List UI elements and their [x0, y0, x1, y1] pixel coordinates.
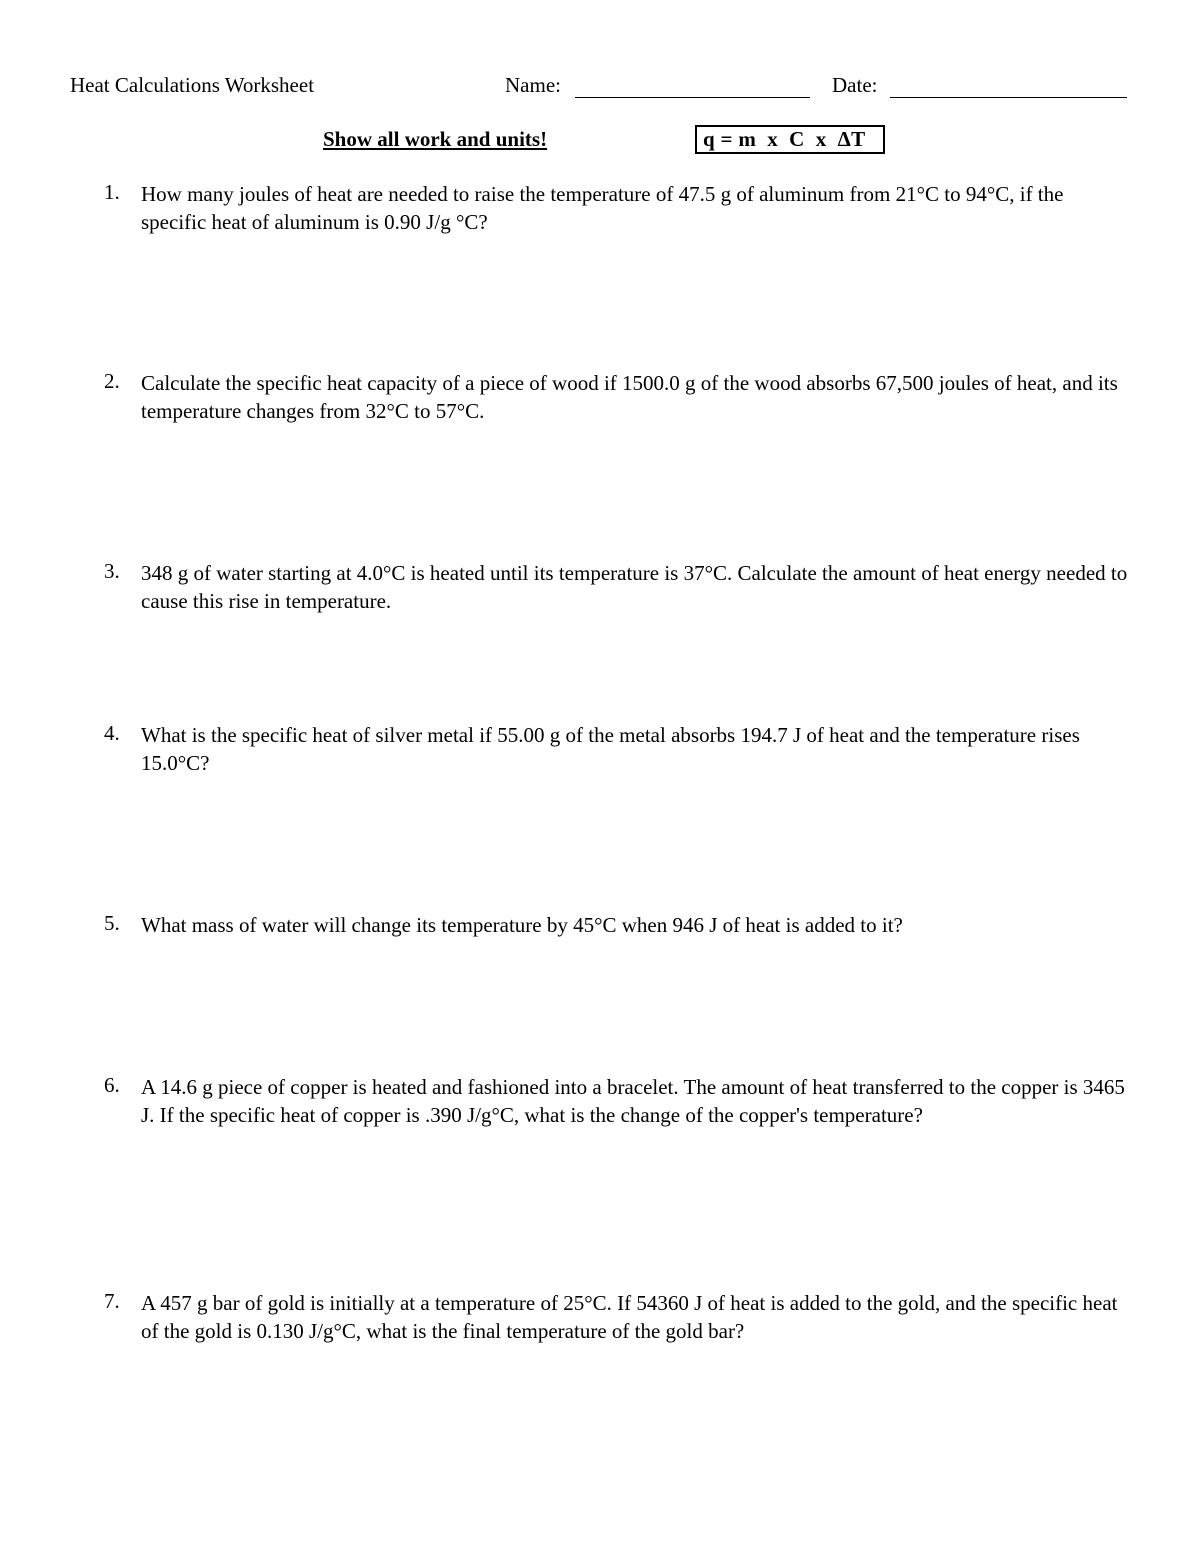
question-text: A 14.6 g piece of copper is heated and fashioned into a bracelet. The amount of heat transferred to the copper is 3465 J. If the specific heat of copper is .390 J/g°C, what is the change of the copper's temperature?: [141, 1075, 1125, 1127]
question-text: Calculate the specific heat capacity of a piece of wood if 1500.0 g of the wood absorbs 67,500 joules of heat, and its temperature changes from 32°C to 57°C.: [141, 371, 1118, 423]
worksheet-title: Heat Calculations Worksheet: [70, 73, 315, 97]
question-text: What mass of water will change its temperature by 45°C when 946 J of heat is added to it?: [141, 913, 903, 937]
instruction-text: Show all work and units!: [323, 127, 548, 151]
question-text: 348 g of water starting at 4.0°C is heated until its temperature is 37°C. Calculate the amount of heat energy needed to cause this rise in temperature.: [141, 561, 1128, 613]
question-number: 4.: [104, 721, 120, 745]
question-text: What is the specific heat of silver metal if 55.00 g of the metal absorbs 194.7 J of heat and the temperature rises 15.0°C?: [141, 723, 1080, 775]
date-blank-line[interactable]: [890, 97, 1127, 98]
question-number: 6.: [104, 1073, 120, 1097]
question-number: 3.: [104, 559, 120, 583]
question-number: 5.: [104, 911, 120, 935]
formula-box: q = m x C x ΔT: [695, 125, 885, 154]
date-label: Date:: [832, 73, 878, 97]
question-number: 7.: [104, 1289, 120, 1313]
name-blank-line[interactable]: [575, 97, 810, 98]
question-number: 2.: [104, 369, 120, 393]
question-number: 1.: [104, 180, 120, 204]
name-label: Name:: [505, 73, 561, 97]
question-text: How many joules of heat are needed to raise the temperature of 47.5 g of aluminum from 21°C to 94°C, if the specific heat of aluminum is 0.90 J/g °C?: [141, 182, 1064, 234]
question-text: A 457 g bar of gold is initially at a temperature of 25°C. If 54360 J of heat is added to the gold, and the specific heat of the gold is 0.130 J/g°C, what is the final temperature of the gold bar?: [141, 1291, 1118, 1343]
